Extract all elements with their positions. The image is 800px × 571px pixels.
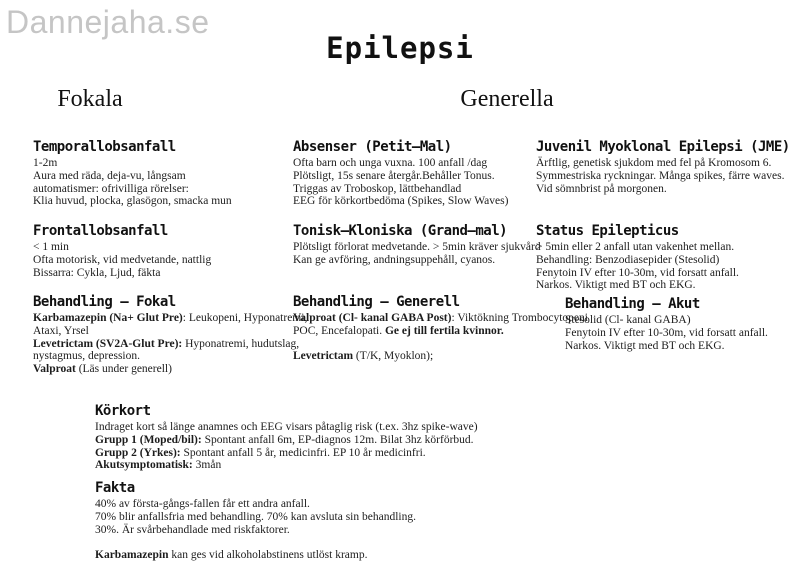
text-line: 70% blir anfallsfria med behandling. 70% kan avsluta sin behandling. (95, 510, 416, 523)
text-line: Akutsymptomatisk: 3mån (95, 459, 222, 472)
text-line: nystagmus, depression. (33, 350, 141, 363)
text-line: EEG för körkortbedöma (Spikes, Slow Waves) (293, 195, 509, 208)
section-heading: Fakta (95, 480, 135, 496)
text-line: Grupp 2 (Yrkes): Spontant anfall 5 år, medicinfri. EP 10 år medicinfri. (95, 446, 426, 459)
text-line: 30%. Är svårbehandlade med riskfaktorer. (95, 523, 290, 536)
section-temporallobsanfall (33, 140, 232, 208)
section-fakta (95, 481, 416, 562)
group-header-generella: Generella (460, 86, 554, 112)
section-heading: Behandling – Generell (293, 294, 460, 310)
page-title: Epilepsi (326, 31, 474, 66)
text-line: 40% av första-gångs-fallen får ett andra anfall. (95, 498, 310, 510)
section-body (95, 498, 416, 562)
section-heading: Behandling – Akut (565, 296, 700, 312)
text-line: 1-2m (33, 157, 58, 169)
text-line: Narkos. Viktigt med BT och EKG. (536, 279, 696, 292)
section-heading: Behandling – Fokal (33, 294, 176, 310)
text-line: Bissarra: Cykla, Ljud, fäkta (33, 266, 161, 279)
text-line: Symmestriska ryckningar. Många spikes, färre waves. (536, 169, 785, 182)
section-behandling-fokal (33, 295, 307, 376)
text-line: Levetrictam (SV2A-Glut Pre): Hyponatremi, hudutslag, (33, 337, 300, 350)
group-header-fokala: Fokala (57, 86, 123, 112)
text-line: Narkos. Viktigt med BT och EKG. (565, 339, 725, 352)
text-line: > 5min eller 2 anfall utan vakenhet mellan. (536, 241, 735, 253)
section-body (33, 312, 307, 376)
section-heading: Körkort (95, 403, 151, 419)
section-body (95, 421, 478, 472)
section-body (293, 241, 541, 267)
text-line: Fenytoin IV efter 10-30m, vid forsatt anfall. (536, 266, 739, 279)
section-heading: Frontallobsanfall (33, 223, 168, 239)
text-line: < 1 min (33, 241, 69, 253)
text-line: Behandling: Benzodiasepider (Stesolid) (536, 253, 720, 266)
text-line: POC, Encefalopati. Ge ej till fertila kvinnor. (293, 324, 504, 337)
section-heading: Juvenil Myoklonal Epilepsi (JME) (536, 139, 790, 155)
text-line: Plötsligt, 15s senare återgår.Behåller Tonus. (293, 169, 495, 182)
text-line: Klia huvud, plocka, glasögon, smacka mun (33, 195, 232, 208)
text-line: automatismer: ofrivilliga rörelser: (33, 182, 189, 195)
text-line: Aura med räda, deja-vu, långsam (33, 169, 186, 182)
section-korkort (95, 404, 478, 472)
text-line: Stesolid (Cl- kanal GABA) (565, 314, 691, 326)
text-line: Grupp 1 (Moped/bil): Spontant anfall 6m, EP-diagnos 12m. Bilat 3hz körförbud. (95, 433, 474, 446)
text-line: Ataxi, Yrsel (33, 324, 89, 337)
section-heading: Tonisk–Kloniska (Grand–mal) (293, 223, 508, 239)
section-absenser (293, 140, 508, 208)
text-line: Fenytoin IV efter 10-30m, vid forsatt anfall. (565, 326, 768, 339)
section-body (33, 157, 232, 208)
section-body (33, 241, 211, 279)
section-status-epilepticus (536, 224, 739, 292)
text-line: Valproat (Läs under generell) (33, 363, 172, 376)
section-body (536, 241, 739, 292)
text-line: Kan ge avföring, andningsuppehåll, cyanos. (293, 253, 496, 266)
text-line: Karbamazepin kan ges vid alkoholabstinens utlöst kramp. (95, 549, 368, 562)
text-line: Plötsligt förlorat medvetande. > 5min kräver sjukvård (293, 241, 541, 253)
site-logo[interactable]: Dannejaha.se (6, 4, 210, 40)
section-body (536, 157, 790, 195)
section-behandling-generell (293, 295, 588, 363)
section-juvenil-myoklonal-epilepsi (536, 140, 790, 195)
section-body (293, 157, 508, 208)
text-line (95, 536, 416, 549)
text-line: Ofta motorisk, vid medvetande, nattlig (33, 253, 212, 266)
text-line: Levetrictam (T/K, Myoklon); (293, 350, 434, 363)
text-line (293, 338, 588, 351)
text-line: Ofta barn och unga vuxna. 100 anfall /dag (293, 157, 488, 169)
section-behandling-akut (565, 297, 768, 352)
section-body (565, 314, 768, 352)
section-heading: Status Epilepticus (536, 223, 679, 239)
section-frontallobsanfall (33, 224, 211, 279)
section-heading: Temporallobsanfall (33, 139, 176, 155)
section-body (293, 312, 588, 363)
text-line: Valproat (Cl- kanal GABA Post): Viktökning Trombocytopeni (293, 312, 588, 324)
text-line: Karbamazepin (Na+ Glut Pre): Leukopeni, Hyponatremi, (33, 312, 308, 324)
section-heading: Absenser (Petit–Mal) (293, 139, 452, 155)
text-line: Indraget kort så länge anamnes och EEG visars påtaglig risk (t.ex. 3hz spike-wave) (95, 421, 478, 433)
section-tonisk-kloniska (293, 224, 541, 267)
text-line: Ärftlig, genetisk sjukdom med fel på Kromosom 6. (536, 157, 772, 169)
text-line: Triggas av Troboskop, lättbehandlad (293, 182, 462, 195)
text-line: Vid sömnbrist på morgonen. (536, 182, 667, 195)
